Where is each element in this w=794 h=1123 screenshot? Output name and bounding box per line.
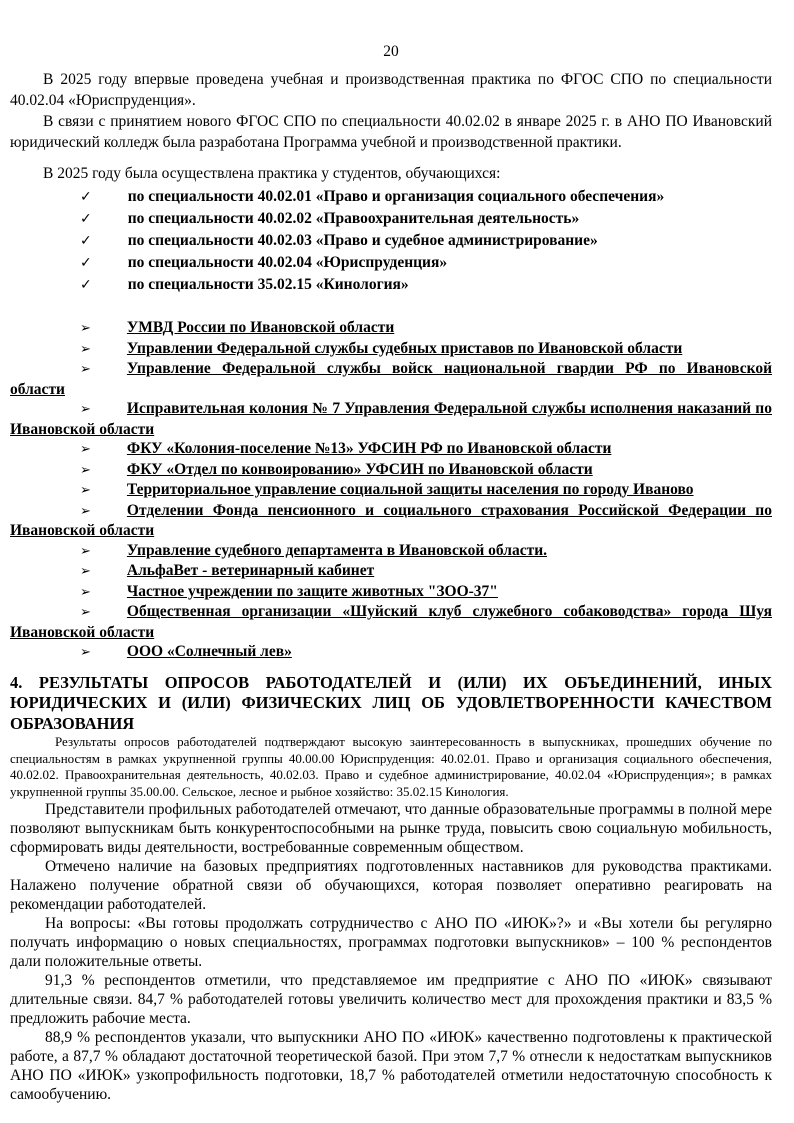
arrow-bullet-icon: ➢ (80, 442, 91, 457)
checkmark-icon: ✓ (80, 189, 92, 205)
checkmark-icon: ✓ (80, 255, 92, 271)
section-paragraph: 88,9 % респондентов указали, что выпускники АНО ПО «ИЮК» качественно подготовлены к практической работе, а 87,7 % обладают достаточной теоретической базой. При этом 7,7 % отнесли к недостаткам выпускников АНО ПО «ИЮК» узкопрофильность подготовки, 18,7 % работодателей отметили недостаточную способность к самообучению. (10, 1029, 772, 1103)
section-paragraph: На вопросы: «Вы готовы продолжать сотрудничество с АНО ПО «ИЮК»?» и «Вы хотели бы регулярно получать информацию о новых специальностях, программах подготовки выпускников» – 100 % респондентов дали положительные ответы. (10, 915, 772, 970)
arrow-bullet-icon: ➢ (80, 543, 91, 559)
arrow-bullet-icon: ➢ (80, 564, 91, 579)
arrow-bullet-icon: ➢ (80, 402, 91, 417)
organization-item (10, 582, 772, 603)
specialty-text: по специальности 40.02.04 «Юриспруденция» (127, 254, 448, 271)
organization-text: ФКУ «Колония-поселение №13» УФСИН РФ по Ивановской области (126, 440, 612, 457)
organization-text: Управлении Федеральной службы судебных приставов по Ивановской области (126, 339, 683, 357)
section-heading: 4. РЕЗУЛЬТАТЫ ОПРОСОВ РАБОТОДАТЕЛЕЙ И (ИЛИ) ИХ ОБЪЕДИНЕНИЙ, ИНЫХ ЮРИДИЧЕСКИХ И (ИЛИ) ФИЗИЧЕСКИХ ЛИЦ ОБ УДОВЛЕТВОРЕННОСТИ КАЧЕСТВОМ ОБРАЗОВАНИЯ (10, 672, 772, 733)
intro-paragraph-2: В связи с принятием нового ФГОС СПО по специальности 40.02.02 в январе 2025 г. в АНО ПО Ивановский юридический колледж была разработана Программа учебной и производственной практики. (10, 113, 772, 151)
organization-item (10, 541, 772, 562)
arrow-bullet-icon: ➢ (80, 645, 91, 660)
arrow-bullet-icon: ➢ (80, 462, 91, 478)
arrow-bullet-icon: ➢ (80, 483, 91, 498)
specialty-text: по специальности 40.02.03 «Право и судебное администрирование» (127, 232, 598, 249)
specialty-item (10, 186, 772, 208)
organization-item (10, 460, 772, 481)
checkmark-icon: ✓ (80, 233, 92, 249)
section-paragraph: Результаты опросов работодателей подтверждают высокую заинтересованность в выпускниках, прошедших обучение по специальностям в рамках укрупненной группы 40.00.00 Юриспруденция: 40.02.01. Право и организация социального обеспечения, 40.02.02. Правоохранительная деятельность, 40.02.03. Право и судебное администрирование, 40.02.04 «Юриспруденция»; в рамках укрупненной группы 35.00.00. Сельское, лесное и рыбное хозяйство: 35.02.15 Кинология. (10, 734, 772, 799)
specialty-item (10, 274, 772, 296)
specialty-text: по специальности 35.02.15 «Кинология» (127, 276, 409, 293)
intro-paragraph-1: В 2025 году впервые проведена учебная и производственная практика по ФГОС СПО по специальности 40.02.04 «Юриспруденция». (10, 71, 772, 109)
checkmark-icon: ✓ (80, 277, 92, 293)
organization-item (10, 399, 772, 439)
organization-text: УМВД России по Ивановской области (126, 319, 395, 336)
organization-text: Территориальное управление социальной защиты населения по городу Иваново (126, 481, 694, 498)
section-paragraph: Представители профильных работодателей отмечают, что данные образовательные программы в полной мере позволяют выпускникам быть конкурентоспособными на рынке труда, повысить свою социальную мобильность, сформировать виды деятельности, востребованные современным обществом. (10, 801, 772, 856)
specialty-item (10, 252, 772, 274)
organization-item (10, 642, 772, 663)
arrow-bullet-icon: ➢ (80, 341, 91, 357)
organization-text: Исправительная колония № 7 Управления Федеральной службы исполнения наказаний по Ивановской области (10, 400, 772, 438)
arrow-bullet-icon: ➢ (80, 584, 91, 600)
organization-item (10, 439, 772, 460)
organization-text: Общественная организации «Шуйский клуб служебного собаководства» города Шуя Ивановской области (10, 603, 772, 641)
organizations-list (10, 318, 772, 663)
specialty-text: по специальности 40.02.02 «Правоохранительная деятельность» (127, 210, 580, 227)
organization-item (10, 602, 772, 642)
arrow-bullet-icon: ➢ (80, 503, 91, 519)
organization-item (10, 318, 772, 339)
organization-text: Отделении Фонда пенсионного и социального страхования Российской Федерации по Ивановской области (10, 501, 772, 539)
organization-text: Частное учреждении по защите животных "ЗОО-37" (126, 582, 498, 600)
checkmark-icon: ✓ (80, 211, 92, 227)
specialty-item (10, 230, 772, 252)
specialty-item (10, 208, 772, 230)
section-paragraph: Отмечено наличие на базовых предприятиях подготовленных наставников для руководства практиками. Налажено получение обратной связи об обучающихся, которая позволяет оперативно реагировать на рекомендации работодателей. (10, 858, 772, 913)
section-paragraph: 91,3 % респондентов отметили, что представляемое им предприятие с АНО ПО «ИЮК» связывают длительные связи. 84,7 % работодателей готовы увеличить количество мест для прохождения практики и 83,5 % предложить рабочие места. (10, 972, 772, 1027)
specialties-list (10, 186, 772, 296)
organization-item (10, 480, 772, 501)
organization-text: ООО «Солнечный лев» (126, 643, 292, 660)
organization-text: АльфаВет - ветеринарный кабинет (126, 562, 375, 579)
organization-item (10, 501, 772, 541)
specialty-text: по специальности 40.02.01 «Право и организация социального обеспечения» (127, 188, 665, 205)
organization-text: Управление судебного департамента в Ивановской области. (126, 541, 548, 559)
organization-item (10, 359, 772, 399)
arrow-bullet-icon: ➢ (80, 321, 91, 336)
page-number: 20 (383, 43, 399, 60)
organization-text: Управление Федеральной службы войск национальной гвардии РФ по Ивановской области (10, 360, 772, 398)
arrow-bullet-icon: ➢ (80, 362, 91, 377)
organization-item (10, 561, 772, 582)
practice-lead: В 2025 году была осуществлена практика у студентов, обучающихся: (43, 165, 501, 182)
organization-text: ФКУ «Отдел по конвоированию» УФСИН по Ивановской области (126, 460, 593, 478)
arrow-bullet-icon: ➢ (80, 605, 91, 620)
organization-item (10, 339, 772, 360)
